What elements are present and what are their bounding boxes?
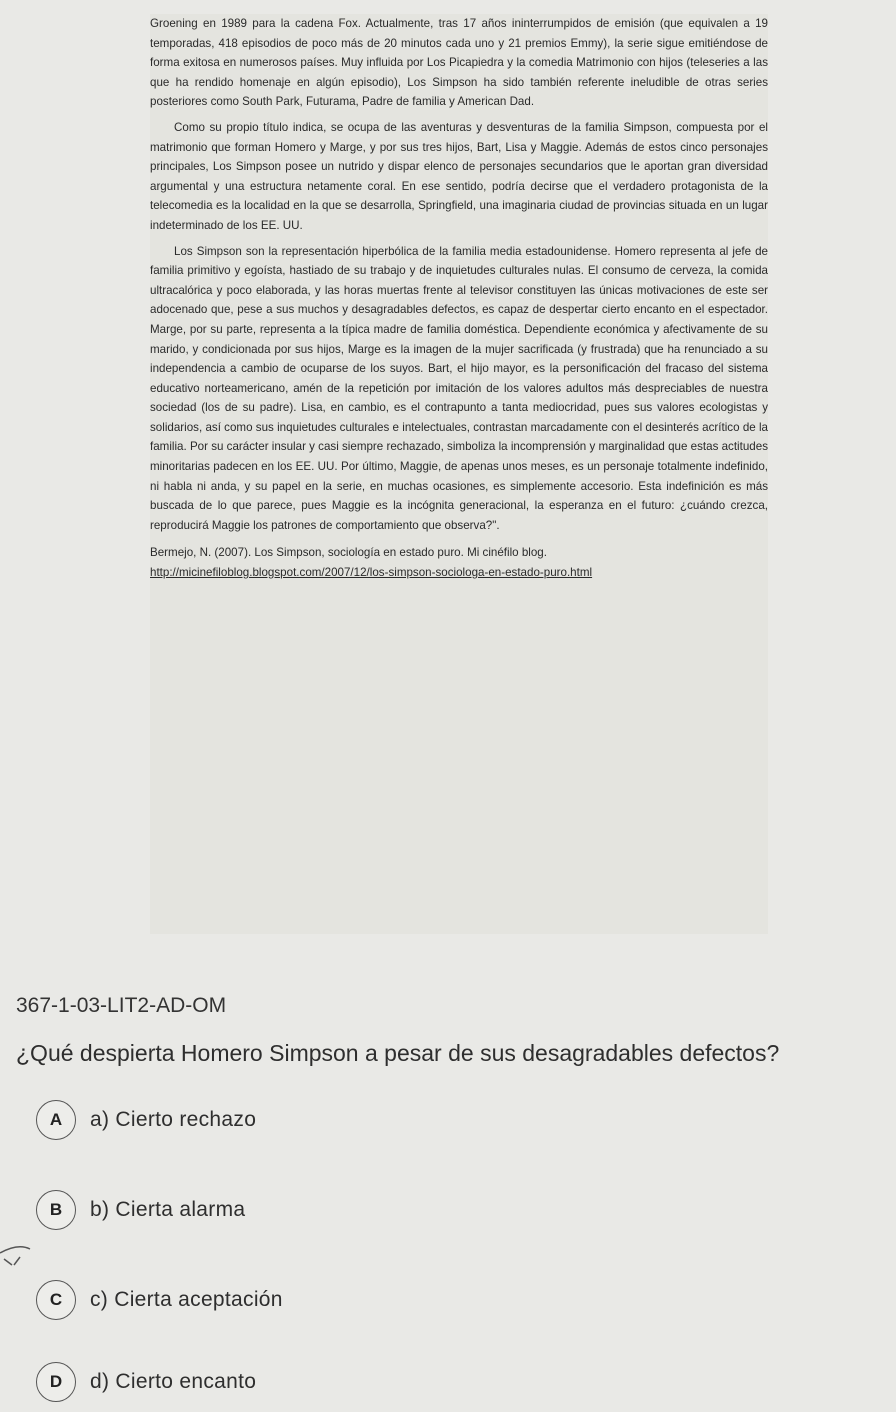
reference-citation: Bermejo, N. (2007). Los Simpson, sociología en estado puro. Mi cinéfilo blog. bbox=[150, 546, 547, 560]
reading-passage bbox=[150, 14, 768, 934]
question-text: ¿Qué despierta Homero Simpson a pesar de sus desagradables defectos? bbox=[16, 1040, 780, 1066]
option-c-label[interactable]: c) Cierta aceptación bbox=[90, 1288, 283, 1311]
option-c-badge[interactable]: C bbox=[36, 1280, 76, 1320]
option-d-badge[interactable]: D bbox=[36, 1362, 76, 1402]
option-a[interactable] bbox=[36, 1100, 256, 1140]
option-c[interactable] bbox=[36, 1280, 283, 1320]
option-d-label[interactable]: d) Cierto encanto bbox=[90, 1370, 257, 1393]
reference-url[interactable]: http://micinefiloblog.blogspot.com/2007/12/los-simpson-sociologa-en-estado-puro.html bbox=[150, 566, 593, 580]
question-code: 367-1-03-LIT2-AD-OM bbox=[16, 994, 227, 1017]
option-a-badge[interactable]: A bbox=[36, 1100, 76, 1140]
option-b-badge[interactable]: B bbox=[36, 1190, 76, 1230]
passage-paragraph-2: Como su propio título indica, se ocupa de las aventuras y desventuras de la familia Simpson, compuesta por el matrimonio que forman Homero y Marge, y por sus tres hijos, Bart, Lisa y Maggie. Además de estos cinco personajes principales, Los Simpson posee un nutrido y dispar elenco de personajes secundarios que le aportan gran diversidad argumental y una estructura netamente coral. En ese sentido, podría decirse que el verdadero protagonista de la telecomedia es la localidad en la que se desarrolla, Springfield, una imaginaria ciudad de provincias situada en un lugar indeterminado de los EE. UU. bbox=[150, 120, 768, 232]
reference bbox=[150, 543, 768, 582]
option-d[interactable] bbox=[36, 1362, 256, 1402]
option-a-label[interactable]: a) Cierto rechazo bbox=[90, 1108, 257, 1131]
option-b[interactable] bbox=[36, 1190, 245, 1230]
passage-paragraph-3: Los Simpson son la representación hiperbólica de la familia media estadounidense. Homero representa al jefe de familia primitivo y egoísta, hastiado de su trabajo y de inquietudes culturales nulas. El consumo de cerveza, la comida ultracalórica y poco elaborada, y las horas muertas frente al televisor constituyen las únicas motivaciones de este ser adocenado que, pese a sus muchos y desagradables defectos, es capaz de despertar cierto encanto en el espectador. Marge, por su parte, representa a la típica madre de familia doméstica. Dependiente económica y afectivamente de su marido, y condicionada por sus hijos, Marge es la imagen de la mujer sacrificada (y frustrada) que ha renunciado a su independencia a cambio de ocuparse de los suyos. Bart, el hijo mayor, es la personificación del fracaso del sistema educativo norteamericano, amén de la repetición por imitación de los valores adultos más despreciables de nuestra sociedad (los de su padre). Lisa, en cambio, es el contrapunto a tanta mediocridad, pues sus valores ecologistas y solidarios, así como sus inquietudes culturales e intelectuales, contrastan marcadamente con el desinterés acrítico de la familia. Por su carácter insular y casi siempre rechazado, simboliza la incomprensión y marginalidad que estas actitudes minoritarias padecen en los EE. UU. Por último, Maggie, de apenas unos meses, es un personaje totalmente indefinido, ni habla ni anda, y su papel en la serie, en muchas ocasiones, es simplemente accesorio. Esta indefinición es más buscada de lo que parece, pues Maggie es la incógnita generacional, la esperanza en el futuro: ¿cuándo crezca, reproducirá Maggie los patrones de comportamiento que observa?". bbox=[150, 244, 768, 532]
passage-paragraph-1: Groening en 1989 para la cadena Fox. Actualmente, tras 17 años ininterrumpidos de emisión (que equivalen a 19 temporadas, 418 episodios de poco más de 20 minutos cada uno y 21 premios Emmy), la serie sigue emitiéndose de forma exitosa en numerosos países. Muy influida por Los Picapiedra y la comedia Matrimonio con hijos (teleseries a las que ha rendido homenaje en algún episodio), Los Simpson ha sido también referente ineludible de otras series posteriores como South Park, Futurama, Padre de familia y American Dad. bbox=[150, 17, 768, 109]
option-b-label[interactable]: b) Cierta alarma bbox=[90, 1198, 246, 1221]
pencil-scribble bbox=[0, 1215, 40, 1285]
